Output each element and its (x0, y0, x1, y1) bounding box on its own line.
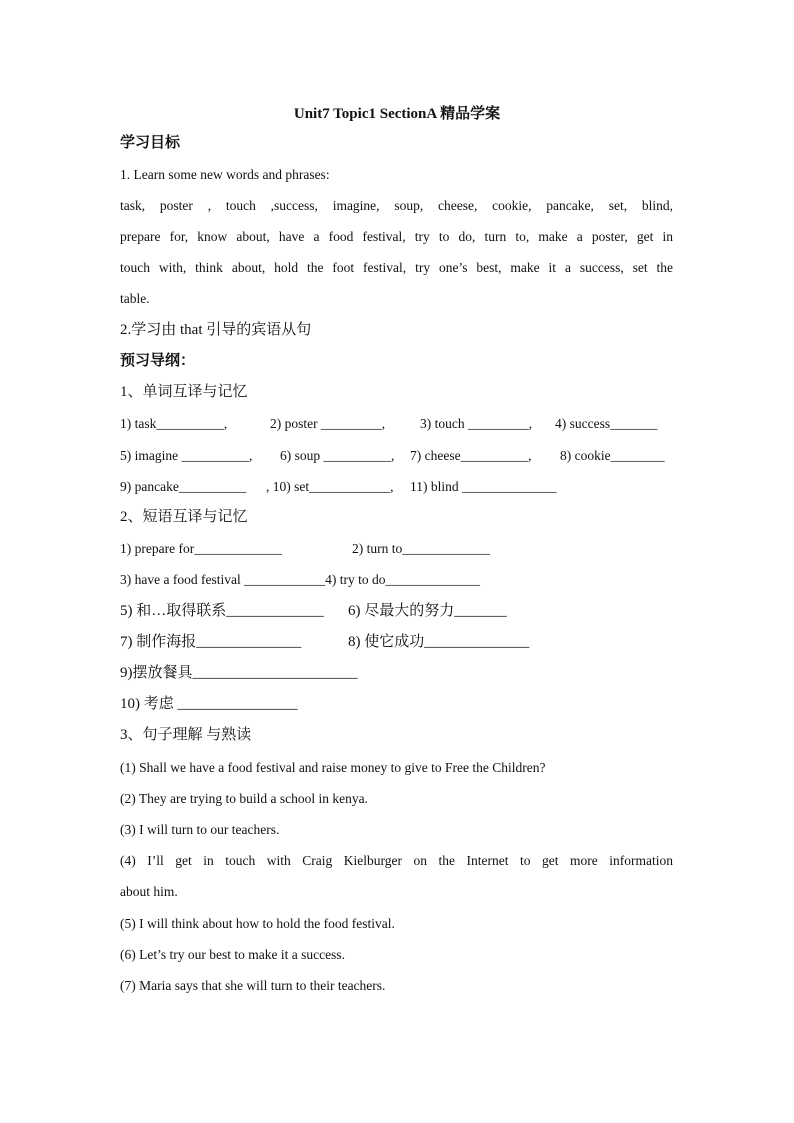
section2-heading: 2、短语互译与记忆 (120, 509, 248, 525)
section3-heading: 3、句子理解 与熟读 (120, 727, 252, 743)
goal2: 2.学习由 that 引导的宾语从句 (120, 322, 312, 338)
goal1-line: prepare for, know about, have a food festival, try to do, turn to, make a poster, get in (120, 229, 673, 244)
section1-heading: 1、单词互译与记忆 (120, 384, 248, 400)
phrase-item: 2) turn to_____________ (352, 541, 490, 556)
goal1-intro: 1. Learn some new words and phrases: (120, 167, 330, 182)
word-item: 8) cookie________ (560, 448, 665, 463)
page-title: Unit7 Topic1 SectionA 精品学案 (293, 106, 501, 122)
sentence: (5) I will think about how to hold the food festival. (120, 916, 395, 931)
phrase-item: 8) 使它成功______________ (348, 634, 530, 650)
phrase-item: 5) 和…取得联系_____________ (120, 603, 324, 619)
sentence: (1) Shall we have a food festival and raise money to give to Free the Children? (120, 760, 546, 775)
goal-heading: 学习目标 (120, 135, 181, 151)
phrase-item: 3) have a food festival ____________4) try to do______________ (120, 572, 480, 587)
word-item: 1) task__________, (120, 416, 228, 431)
word-item: 2) poster _________, (270, 416, 386, 431)
word-item: 9) pancake__________ (120, 479, 247, 494)
sentence: (6) Let’s try our best to make it a success. (120, 947, 345, 962)
phrase-row: 9)摆放餐具______________________ (120, 665, 358, 681)
word-item: 11) blind ______________ (410, 479, 557, 494)
word-item: 5) imagine __________, (120, 448, 253, 463)
phrase-row: 10) 考虑 ________________ (120, 696, 298, 712)
goal1-line: task, poster , touch ,success, imagine, soup, cheese, cookie, pancake, set, blind, (120, 198, 673, 213)
sentence: (3) I will turn to our teachers. (120, 822, 280, 837)
goal1-line: table. (120, 291, 150, 306)
word-item: 7) cheese__________, (410, 448, 532, 463)
word-item: 3) touch _________, (420, 416, 533, 431)
sentence: about him. (120, 884, 178, 899)
word-item: 6) soup __________, (280, 448, 395, 463)
phrase-item: 1) prepare for_____________ (120, 541, 282, 556)
word-item: , 10) set____________, (266, 479, 394, 494)
phrase-item: 6) 尽最大的努力_______ (348, 603, 507, 619)
word-item: 4) success_______ (555, 416, 658, 431)
outline-heading: 预习导纲： (120, 353, 196, 369)
sentence: (4) I’ll get in touch with Craig Kielburger on the Internet to get more information (120, 853, 673, 868)
goal1-line: touch with, think about, hold the foot festival, try one’s best, make it a success, set the (120, 260, 673, 275)
phrase-item: 7) 制作海报______________ (120, 634, 302, 650)
sentence: (7) Maria says that she will turn to their teachers. (120, 978, 386, 993)
sentence: (2) They are trying to build a school in kenya. (120, 791, 368, 806)
